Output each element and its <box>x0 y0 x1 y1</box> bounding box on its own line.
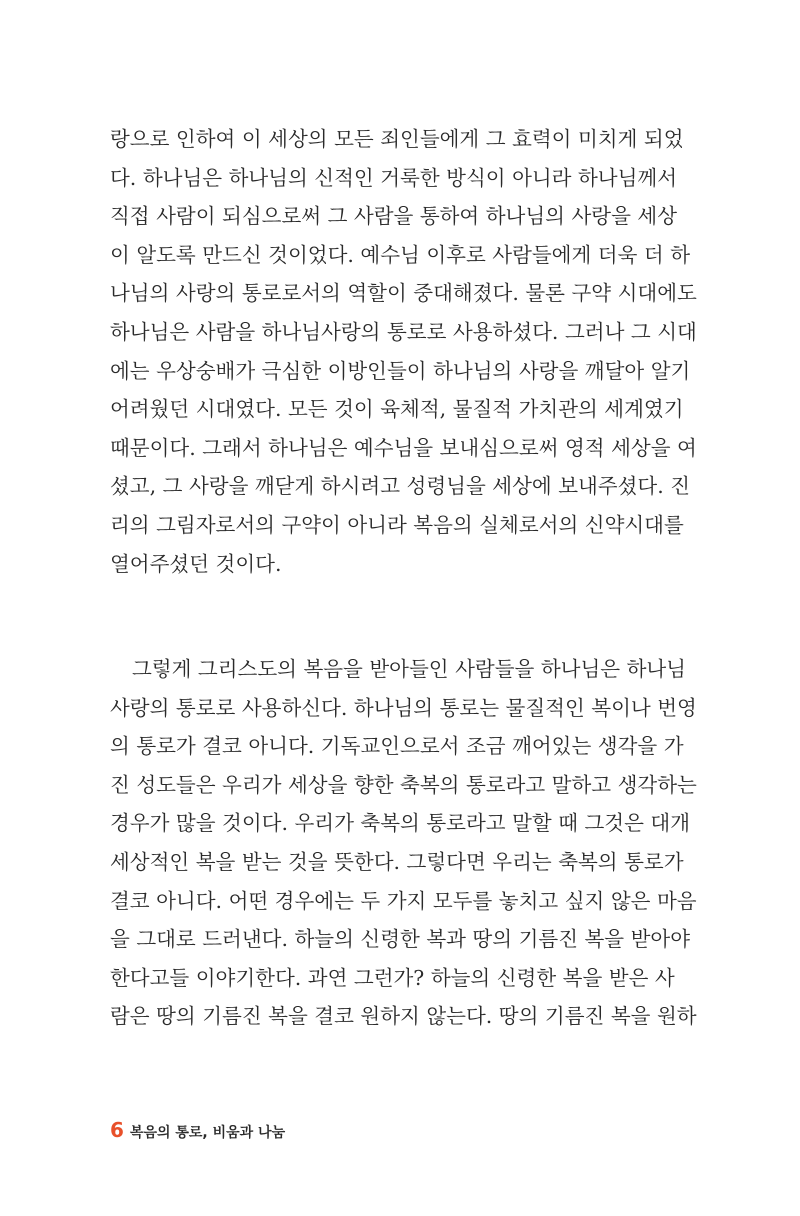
text-line: 다. 하나님은 하나님의 신적인 거룩한 방식이 아니라 하나님께서 <box>110 165 678 190</box>
text-line: 하나님은 사람을 하나님사랑의 통로로 사용하셨다. 그러나 그 시대 <box>110 319 697 344</box>
text-line: 나님의 사랑의 통로로서의 역할이 중대해졌다. 물론 구약 시대에도 <box>110 281 697 306</box>
text-line: 리의 그림자로서의 구약이 아니라 복음의 실체로서의 신약시대를 <box>110 512 684 537</box>
text-line: 그렇게 그리스도의 복음을 받아들인 사람들을 하나님은 하나님 <box>132 657 686 681</box>
text-line: 이 알도록 만드신 것이었다. 예수님 이후로 사람들에게 더욱 더 하 <box>110 242 691 267</box>
paragraph-1 <box>110 120 697 583</box>
paragraph-2 <box>110 650 697 1036</box>
text-line: 셨고, 그 사랑을 깨닫게 하시려고 성령님을 세상에 보내주셨다. 진 <box>110 474 691 499</box>
text-line: 을 그대로 드러낸다. 하늘의 신령한 복과 땅의 기름진 복을 받아야 <box>110 927 691 952</box>
text-line: 한다고들 이야기한다. 과연 그런가? 하늘의 신령한 복을 받은 사 <box>110 965 675 990</box>
text-line: 직접 사람이 되심으로써 그 사람을 통하여 하나님의 사랑을 세상 <box>110 204 678 229</box>
text-line: 랑으로 인하여 이 세상의 모든 죄인들에게 그 효력이 미치게 되었 <box>110 127 684 151</box>
page-footer <box>110 1118 285 1148</box>
running-title: 복음의 통로, 비움과 나눔 <box>129 1125 286 1141</box>
page-number: 6 <box>110 1118 124 1142</box>
text-line: 결코 아니다. 어떤 경우에는 두 가지 모두를 놓치고 싶지 않은 마음 <box>110 888 697 913</box>
text-line: 진 성도들은 우리가 세상을 향한 축복의 통로라고 말하고 생각하는 <box>110 772 697 797</box>
text-line: 의 통로가 결코 아니다. 기독교인으로서 조금 깨어있는 생각을 가 <box>110 734 684 759</box>
text-line: 사랑의 통로로 사용하신다. 하나님의 통로는 물질적인 복이나 번영 <box>110 695 697 720</box>
text-line: 세상적인 복을 받는 것을 뜻한다. 그렇다면 우리는 축복의 통로가 <box>110 849 684 874</box>
text-line: 어려웠던 시대였다. 모든 것이 육체적, 물질적 가치관의 세계였기 <box>110 397 684 422</box>
text-line: 람은 땅의 기름진 복을 결코 원하지 않는다. 땅의 기름진 복을 원하 <box>110 1004 697 1029</box>
text-line: 경우가 많을 것이다. 우리가 축복의 통로라고 말할 때 그것은 대개 <box>110 811 691 836</box>
text-line: 에는 우상숭배가 극심한 이방인들이 하나님의 사랑을 깨달아 알기 <box>110 358 691 383</box>
text-line: 때문이다. 그래서 하나님은 예수님을 보내심으로써 영적 세상을 여 <box>110 435 697 460</box>
text-line: 열어주셨던 것이다. <box>110 551 282 576</box>
